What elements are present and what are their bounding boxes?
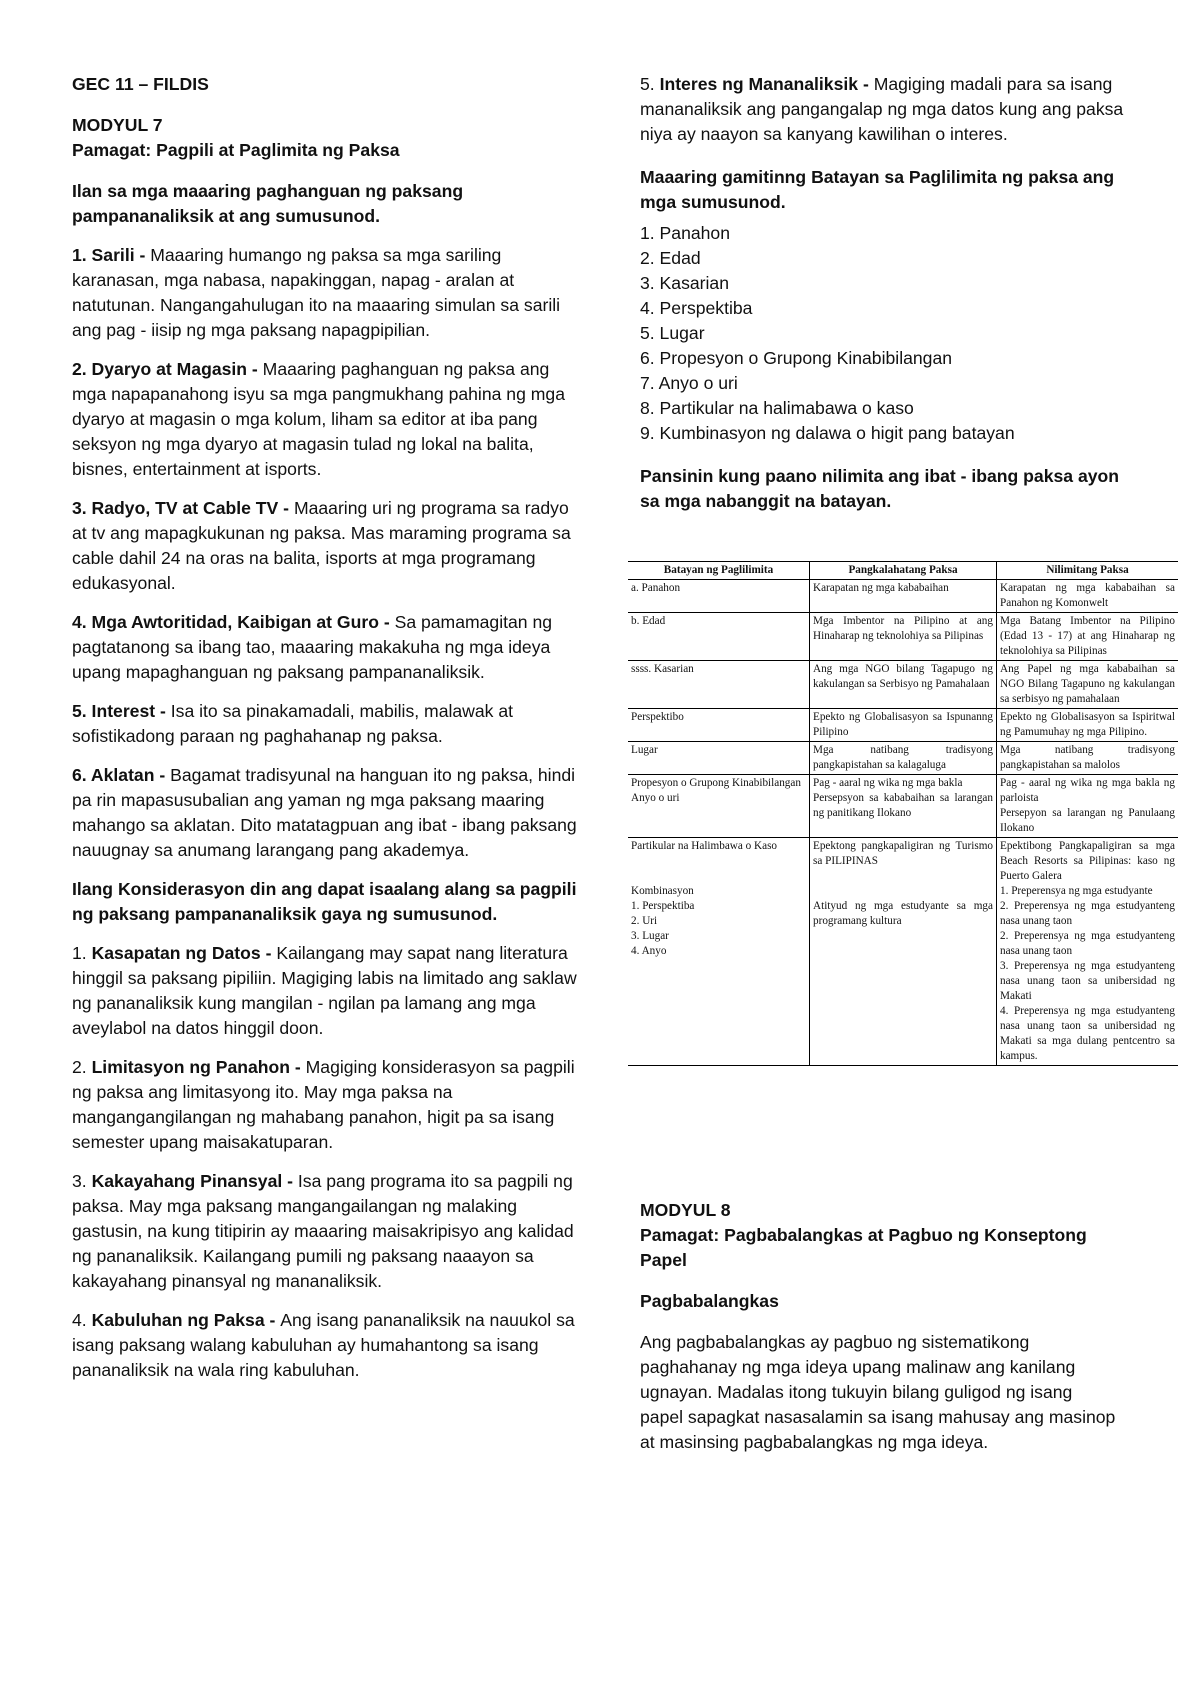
module-7-title: Pamagat: Pagpili at Paglimita ng Paksa xyxy=(72,140,400,160)
table-cell: Ang Papel ng mga kababaihan sa NGO Bilang Tagapuno ng kakulangan sa serbisyo ng pamahalaan xyxy=(997,661,1179,709)
consideration-item: 1. Kasapatan ng Datos - Kailangang may sapat nang literatura hinggil sa paksang pipiliin. Magiging labis na limitado ang saklaw ng pananaliksik kung mangilan - ngilan pa lamang ang mga aveylabol na datos hinggil doon. xyxy=(72,943,577,1038)
table-cell: Epekto ng Globalisasyon sa Ispunanng Pilipino xyxy=(810,709,997,742)
table-cell: Pag - aaral ng wika ng mga bakla ng parloista Persepyon sa larangan ng Panulaang Ilokano xyxy=(997,775,1179,838)
table-cell: Pag - aaral ng wika ng mga bakla Persepsyon sa kababaihan sa larangan ng panitikang Ilokano xyxy=(810,775,997,838)
table-row xyxy=(628,742,1178,775)
table-cell: Karapatan ng mga kababaihan xyxy=(810,580,997,613)
column-header: Pangkalahatang Paksa xyxy=(810,562,997,580)
table-body xyxy=(628,580,1178,1066)
table-row xyxy=(628,613,1178,661)
table-cell: Perspektibo xyxy=(628,709,810,742)
source-item: 1. Sarili - Maaaring humango ng paksa sa mga sariling karanasan, mga nabasa, napakinggan, napag - aralan at natutunan. Nangangahulugan ito na maaaring simulan sa sarili ang pag - iisip ng mga paksang napagpipilian. xyxy=(72,245,561,340)
table-cell: Ang mga NGO bilang Tagapugo ng kakulangan sa Serbisyo ng Pamahalaan xyxy=(810,661,997,709)
right-column xyxy=(640,72,1140,514)
source-item: 6. Aklatan - Bagamat tradisyunal na hanguan ito ng paksa, hindi pa rin mapasusubalian ang yaman ng mga paksang maaring mahango sa aklatan. Dito matatagpuan ang ibat - ibang paksang nauugnay sa anumang larangang pang akademya. xyxy=(72,765,577,860)
table-cell: Lugar xyxy=(628,742,810,775)
course-title: GEC 11 – FILDIS xyxy=(72,74,209,94)
limitation-table xyxy=(628,561,1178,1066)
table-cell: Epekto ng Globalisasyon sa Ispiritwal ng Pamumuhay ng mga Pilipino. xyxy=(997,709,1179,742)
list-item: 3. Kasarian xyxy=(640,273,729,293)
table-cell: Epektibong Pangkapaligiran sa mga Beach Resorts sa Pilipinas: kaso ng Puerto Galera 1. Preperensya ng mga estudyante 2. Preperensya ng mga estudyanteng nasa unang taon 2. Preperensya ng mga estudyanteng nasa unang taon 3. Preperensya ng mga estudyanteng nasa unang taon sa unibersidad ng Makati 4. Preperensya ng mga estudyanteng nasa unang taon sa unibersidad ng Makati sa mga dulang pentcentro sa kampus. xyxy=(997,838,1179,1066)
table-cell: Mga natibang tradisyong pangkapistahan sa kalagaluga xyxy=(810,742,997,775)
table-cell: b. Edad xyxy=(628,613,810,661)
bases-heading: Maaaring gamitinng Batayan sa Paglilimita ng paksa ang mga sumusunod. xyxy=(640,167,1115,212)
table-cell: ssss. Kasarian xyxy=(628,661,810,709)
table-cell: Mga Batang Imbentor na Pilipino (Edad 13 - 17) at ang Hinaharap ng teknolohiya sa Pilipinas xyxy=(997,613,1179,661)
table-row xyxy=(628,661,1178,709)
list-item: 4. Perspektiba xyxy=(640,298,753,318)
table-row xyxy=(628,775,1178,838)
outline-heading: Pagbabalangkas xyxy=(640,1291,779,1311)
list-item: 1. Panahon xyxy=(640,223,731,243)
consideration-item: 4. Kabuluhan ng Paksa - Ang isang pananaliksik na nauukol sa isang paksang walang kabuluhan ay humahantong sa isang pananaliksik na wala ring kabuluhan. xyxy=(72,1310,575,1380)
consideration-item: 2. Limitasyon ng Panahon - Magiging konsiderasyon sa pagpili ng paksa ang limitasyong ito. May mga paksa na mangangangilangan ng mahabang panahon, higit pa sa isang semester upang maisakatuparan. xyxy=(72,1057,575,1152)
table-row xyxy=(628,580,1178,613)
source-item: 3. Radyo, TV at Cable TV - Maaaring uri ng programa sa radyo at tv ang mapagkukunan ng paksa. Mas maraming programa sa cable dahil 24 na oras na balita, isports at mga programang edukasyonal. xyxy=(72,498,571,593)
table-cell: Epektong pangkapaligiran ng Turismo sa PILIPINAS Atityud ng mga estudyante sa mga programang kultura xyxy=(810,838,997,1066)
table-row xyxy=(628,838,1178,1066)
table-cell: Karapatan ng mga kababaihan sa Panahon ng Komonwelt xyxy=(997,580,1179,613)
source-item: 5. Interest - Isa ito sa pinakamadali, mabilis, malawak at sofistikadong paraan ng paghahanap ng paksa. xyxy=(72,701,514,746)
column-header: Batayan ng Paglilimita xyxy=(628,562,810,580)
list-item: 7. Anyo o uri xyxy=(640,373,738,393)
module-8-title: Pamagat: Pagbabalangkas at Pagbuo ng Konseptong Papel xyxy=(640,1225,1087,1270)
bases-list xyxy=(640,221,1140,446)
consideration-item: 3. Kakayahang Pinansyal - Isa pang programa ito sa pagpili ng paksa. May mga paksang mangangailangan ng malaking gastusin, na kung titipirin ay maaaring maisakripisyo ang kalidad ng pananaliksik. Kailangang pumili ng paksang naaayon sa kakayahang pinansyal ng mananaliksik. xyxy=(72,1171,574,1291)
source-item: 4. Mga Awtoritidad, Kaibigan at Guro - Sa pamamagitan ng pagtatanong sa ibang tao, maaaring makakuha ng mga ideya upang mapaghanguan ng paksang pampananaliksik. xyxy=(72,612,553,682)
module-7-label: MODYUL 7 xyxy=(72,115,163,135)
list-item: 9. Kumbinasyon ng dalawa o higit pang batayan xyxy=(640,423,1015,443)
table-cell: Propesyon o Grupong Kinabibilangan Anyo o uri xyxy=(628,775,810,838)
column-header: Nilimitang Paksa xyxy=(997,562,1179,580)
considerations-heading: Ilang Konsiderasyon din ang dapat isaalang alang sa pagpili ng paksang pampananaliksik gaya ng sumusunod. xyxy=(72,879,577,924)
table-cell: a. Panahon xyxy=(628,580,810,613)
list-item: 5. Lugar xyxy=(640,323,705,343)
module-8-section xyxy=(640,1198,1120,1455)
sources-intro: Ilan sa mga maaaring paghanguan ng paksang pampananaliksik at ang sumusunod. xyxy=(72,181,464,226)
table-row xyxy=(628,709,1178,742)
source-item: 2. Dyaryo at Magasin - Maaaring paghanguan ng paksa ang mga napapanahong isyu sa mga pangmukhang pahina ng mga dyaryo at magasin o mga kolum, liham sa editor at iba pang seksyon ng mga dyaryo at magasin tulad ng lokal na balita, bisnes, entertainment at isports. xyxy=(72,359,565,479)
outline-body: Ang pagbabalangkas ay pagbuo ng sistematikong paghahanay ng mga ideya upang malinaw ang kanilang ugnayan. Madalas itong tukuyin bilang guligod ng isang papel sapagkat nasasalamin sa isang mahusay ang masinop at masinsing pagbabalangkas ng mga ideya. xyxy=(640,1332,1116,1452)
list-item: 2. Edad xyxy=(640,248,701,268)
module-8-label: MODYUL 8 xyxy=(640,1200,731,1220)
table-cell: Mga Imbentor na Pilipino at ang Hinaharap ng teknolohiya sa Pilipinas xyxy=(810,613,997,661)
table-header-row xyxy=(628,562,1178,580)
left-column xyxy=(72,72,582,1383)
list-item: 8. Partikular na halimabawa o kaso xyxy=(640,398,914,418)
table-cell: Mga natibang tradisyong pangkapistahan sa malolos xyxy=(997,742,1179,775)
table-cell: Partikular na Halimbawa o Kaso Kombinasyon 1. Perspektiba 2. Uri 3. Lugar 4. Anyo xyxy=(628,838,810,1066)
consideration-item-5: 5. Interes ng Mananaliksik - Magiging madali para sa isang mananaliksik ang pangangalap ng mga datos kung ang paksa niya ay naayon sa kanyang kawilihan o interes. xyxy=(640,74,1124,144)
list-item: 6. Propesyon o Grupong Kinabibilangan xyxy=(640,348,953,368)
table-heading: Pansinin kung paano nilimita ang ibat - ibang paksa ayon sa mga nabanggit na batayan. xyxy=(640,466,1120,511)
